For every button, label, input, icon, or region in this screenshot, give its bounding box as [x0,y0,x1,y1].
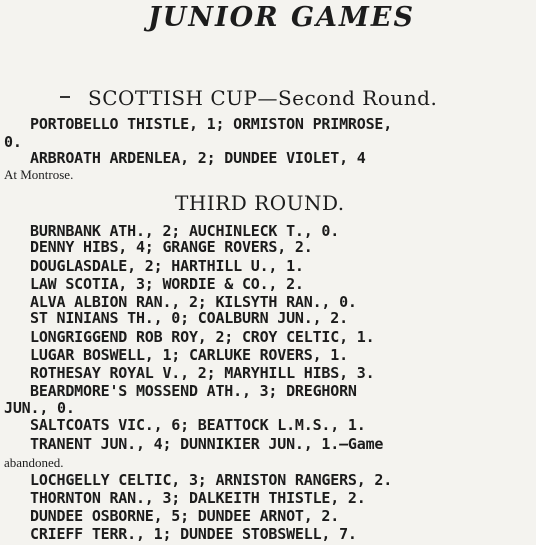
result-line: TRANENT JUN., 4; DUNNIKIER JUN., 1.—Game [30,435,384,453]
result-note: abandoned. [4,455,64,470]
result-line: DOUGLASDALE, 2; HARTHILL U., 1. [30,257,304,275]
result-line: BEARDMORE'S MOSSEND ATH., 3; DREGHORN [30,382,357,400]
result-line: JUN., 0. [4,399,75,417]
scottish-cup-heading: SCOTTISH CUP—Second Round. [88,86,438,110]
result-line: THORNTON RAN., 3; DALKEITH THISTLE, 2. [30,489,366,507]
result-line: LONGRIGGEND ROB ROY, 2; CROY CELTIC, 1. [30,328,375,346]
venue-note: At Montrose. [4,167,74,182]
result-line: PORTOBELLO THISTLE, 1; ORMISTON PRIMROSE, [30,115,393,133]
result-line: SALTCOATS VIC., 6; BEATTOCK L.M.S., 1. [30,416,366,434]
result-line: 0. [4,133,22,151]
result-line: ARBROATH ARDENLEA, 2; DUNDEE VIOLET, 4 [30,149,366,167]
third-round-heading: THIRD ROUND. [175,191,345,215]
result-line: CRIEFF TERR., 1; DUNDEE STOBSWELL, 7. [30,525,357,543]
result-line: LAW SCOTIA, 3; WORDIE & CO., 2. [30,275,304,293]
page-title: JUNIOR GAMES [148,2,415,33]
result-line: DUNDEE OSBORNE, 5; DUNDEE ARNOT, 2. [30,507,340,525]
result-line: BURNBANK ATH., 2; AUCHINLECK T., 0. [30,222,340,240]
result-line: ST NINIANS TH., 0; COALBURN JUN., 2. [30,309,348,327]
result-line: LOCHGELLY CELTIC, 3; ARNISTON RANGERS, 2. [30,471,393,489]
result-line: ROTHESAY ROYAL V., 2; MARYHILL HIBS, 3. [30,364,375,382]
result-line: DENNY HIBS, 4; GRANGE ROVERS, 2. [30,238,313,256]
result-line: LUGAR BOSWELL, 1; CARLUKE ROVERS, 1. [30,346,348,364]
heading-dash [60,96,70,98]
result-line: ALVA ALBION RAN., 2; KILSYTH RAN., 0. [30,293,357,311]
